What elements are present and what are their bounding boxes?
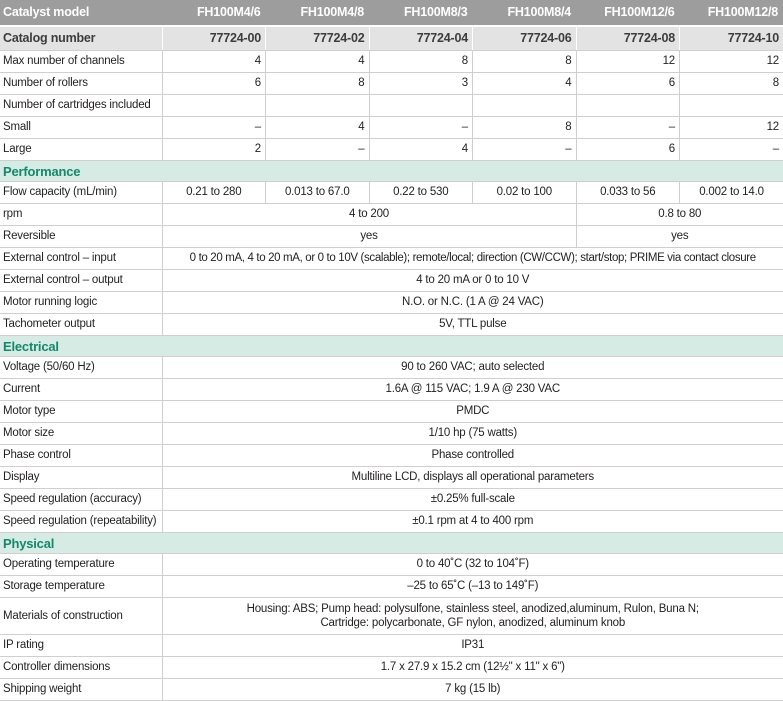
table-row bbox=[0, 314, 783, 336]
cell: 4 to 20 mA or 0 to 10 V bbox=[162, 270, 783, 292]
cell: – bbox=[162, 117, 266, 139]
cell: 0.21 to 280 bbox=[162, 182, 266, 204]
table-row bbox=[0, 576, 783, 598]
cell: 0.002 to 14.0 bbox=[680, 182, 783, 204]
cell: 0 to 20 mA, 4 to 20 mA, or 0 to 10V (scalable); remote/local; direction (CW/CCW); start/stop; PRIME via contact closure bbox=[162, 248, 783, 270]
table-row bbox=[0, 139, 783, 161]
row-label: Display bbox=[0, 467, 162, 489]
table-row bbox=[0, 73, 783, 95]
table-row bbox=[0, 51, 783, 73]
cell bbox=[162, 598, 783, 635]
cell: 6 bbox=[576, 139, 680, 161]
row-label: Storage temperature bbox=[0, 576, 162, 598]
row-label: Speed regulation (repeatability) bbox=[0, 511, 162, 533]
row-label: Small bbox=[0, 117, 162, 139]
cell: – bbox=[473, 139, 577, 161]
row-label: Tachometer output bbox=[0, 314, 162, 336]
table-row bbox=[0, 401, 783, 423]
model-header: FH100M4/8 bbox=[266, 0, 370, 26]
row-label: Voltage (50/60 Hz) bbox=[0, 357, 162, 379]
table-row bbox=[0, 554, 783, 576]
table-row bbox=[0, 270, 783, 292]
cell bbox=[576, 95, 680, 117]
row-label: rpm bbox=[0, 204, 162, 226]
cell: – bbox=[576, 117, 680, 139]
row-label: Motor type bbox=[0, 401, 162, 423]
cell: 8 bbox=[680, 73, 783, 95]
model-header: FH100M8/3 bbox=[369, 0, 473, 26]
cell: 1.6A @ 115 VAC; 1.9 A @ 230 VAC bbox=[162, 379, 783, 401]
cell: 6 bbox=[162, 73, 266, 95]
row-label: IP rating bbox=[0, 635, 162, 657]
section-electrical bbox=[0, 336, 783, 357]
row-label: Speed regulation (accuracy) bbox=[0, 489, 162, 511]
table-row bbox=[0, 357, 783, 379]
catalog-label: Catalog number bbox=[0, 26, 162, 51]
cell: ±0.25% full-scale bbox=[162, 489, 783, 511]
cell: 4 bbox=[266, 117, 370, 139]
row-label: Reversible bbox=[0, 226, 162, 248]
table-row bbox=[0, 635, 783, 657]
table-row bbox=[0, 182, 783, 204]
table-row bbox=[0, 511, 783, 533]
cell: 4 bbox=[369, 139, 473, 161]
cell: 0.22 to 530 bbox=[369, 182, 473, 204]
cell bbox=[162, 95, 266, 117]
cell: PMDC bbox=[162, 401, 783, 423]
cell bbox=[680, 95, 783, 117]
row-label: Controller dimensions bbox=[0, 657, 162, 679]
section-title: Electrical bbox=[0, 336, 783, 357]
cell: 4 bbox=[162, 51, 266, 73]
table-row bbox=[0, 204, 783, 226]
cell: 90 to 260 VAC; auto selected bbox=[162, 357, 783, 379]
table-row bbox=[0, 379, 783, 401]
row-label: Number of cartridges included bbox=[0, 95, 162, 117]
cell: yes bbox=[576, 226, 783, 248]
cell: yes bbox=[162, 226, 576, 248]
table-row bbox=[0, 598, 783, 635]
table-row bbox=[0, 248, 783, 270]
cell: – bbox=[369, 117, 473, 139]
cell: 12 bbox=[680, 51, 783, 73]
model-header: FH100M12/8 bbox=[680, 0, 783, 26]
cell: 4 to 200 bbox=[162, 204, 576, 226]
row-label: Flow capacity (mL/min) bbox=[0, 182, 162, 204]
cell: 1/10 hp (75 watts) bbox=[162, 423, 783, 445]
cell: 0.033 to 56 bbox=[576, 182, 680, 204]
table-row bbox=[0, 226, 783, 248]
table-row bbox=[0, 445, 783, 467]
model-header: FH100M12/6 bbox=[576, 0, 680, 26]
catalog-number: 77724-04 bbox=[369, 26, 473, 51]
header-label: Catalyst model bbox=[0, 0, 162, 26]
catalog-row bbox=[0, 26, 783, 51]
table-row bbox=[0, 657, 783, 679]
cell bbox=[266, 95, 370, 117]
catalog-number: 77724-06 bbox=[473, 26, 577, 51]
cell: 8 bbox=[266, 73, 370, 95]
cell: –25 to 65˚C (–13 to 149˚F) bbox=[162, 576, 783, 598]
table-row bbox=[0, 467, 783, 489]
cell: 6 bbox=[576, 73, 680, 95]
cell: 2 bbox=[162, 139, 266, 161]
catalog-number: 77724-10 bbox=[680, 26, 783, 51]
catalog-number: 77724-00 bbox=[162, 26, 266, 51]
cell: 4 bbox=[473, 73, 577, 95]
section-performance bbox=[0, 161, 783, 182]
row-label: External control – input bbox=[0, 248, 162, 270]
table-row bbox=[0, 292, 783, 314]
header-row bbox=[0, 0, 783, 26]
cell: – bbox=[266, 139, 370, 161]
cell: Phase controlled bbox=[162, 445, 783, 467]
row-label: Materials of construction bbox=[0, 598, 162, 635]
cell bbox=[473, 95, 577, 117]
table-row bbox=[0, 423, 783, 445]
cell: IP31 bbox=[162, 635, 783, 657]
cell: 12 bbox=[680, 117, 783, 139]
cell: 8 bbox=[369, 51, 473, 73]
table-row bbox=[0, 117, 783, 139]
cell: 0.02 to 100 bbox=[473, 182, 577, 204]
cell: 7 kg (15 lb) bbox=[162, 679, 783, 701]
cell: – bbox=[680, 139, 783, 161]
section-title: Performance bbox=[0, 161, 783, 182]
section-title: Physical bbox=[0, 533, 783, 554]
cell: 4 bbox=[266, 51, 370, 73]
cell: 0.8 to 80 bbox=[576, 204, 783, 226]
materials-line-2: Cartridge: polycarbonate, GF nylon, anodized, aluminum knob bbox=[320, 617, 626, 629]
model-header: FH100M8/4 bbox=[473, 0, 577, 26]
catalog-number: 77724-08 bbox=[576, 26, 680, 51]
table-row bbox=[0, 489, 783, 511]
materials-line-1: Housing: ABS; Pump head: polysulfone, stainless steel, anodized,aluminum, Rulon, Buna N; bbox=[246, 603, 699, 615]
row-label: Current bbox=[0, 379, 162, 401]
row-label: Motor size bbox=[0, 423, 162, 445]
row-label: Shipping weight bbox=[0, 679, 162, 701]
cell: 0.013 to 67.0 bbox=[266, 182, 370, 204]
row-label: Motor running logic bbox=[0, 292, 162, 314]
cell: 8 bbox=[473, 117, 577, 139]
cell: N.O. or N.C. (1 A @ 24 VAC) bbox=[162, 292, 783, 314]
row-label: Phase control bbox=[0, 445, 162, 467]
table-row bbox=[0, 95, 783, 117]
cell: 12 bbox=[576, 51, 680, 73]
row-label: Number of rollers bbox=[0, 73, 162, 95]
row-label: Large bbox=[0, 139, 162, 161]
model-header: FH100M4/6 bbox=[162, 0, 266, 26]
cell bbox=[369, 95, 473, 117]
row-label: External control – output bbox=[0, 270, 162, 292]
cell: 8 bbox=[473, 51, 577, 73]
catalog-number: 77724-02 bbox=[266, 26, 370, 51]
cell: Multiline LCD, displays all operational parameters bbox=[162, 467, 783, 489]
cell: 5V, TTL pulse bbox=[162, 314, 783, 336]
cell: 1.7 x 27.9 x 15.2 cm (12½" x 11" x 6") bbox=[162, 657, 783, 679]
table-row bbox=[0, 679, 783, 701]
row-label: Max number of channels bbox=[0, 51, 162, 73]
section-physical bbox=[0, 533, 783, 554]
cell: ±0.1 rpm at 4 to 400 rpm bbox=[162, 511, 783, 533]
row-label: Operating temperature bbox=[0, 554, 162, 576]
cell: 3 bbox=[369, 73, 473, 95]
cell: 0 to 40˚C (32 to 104˚F) bbox=[162, 554, 783, 576]
